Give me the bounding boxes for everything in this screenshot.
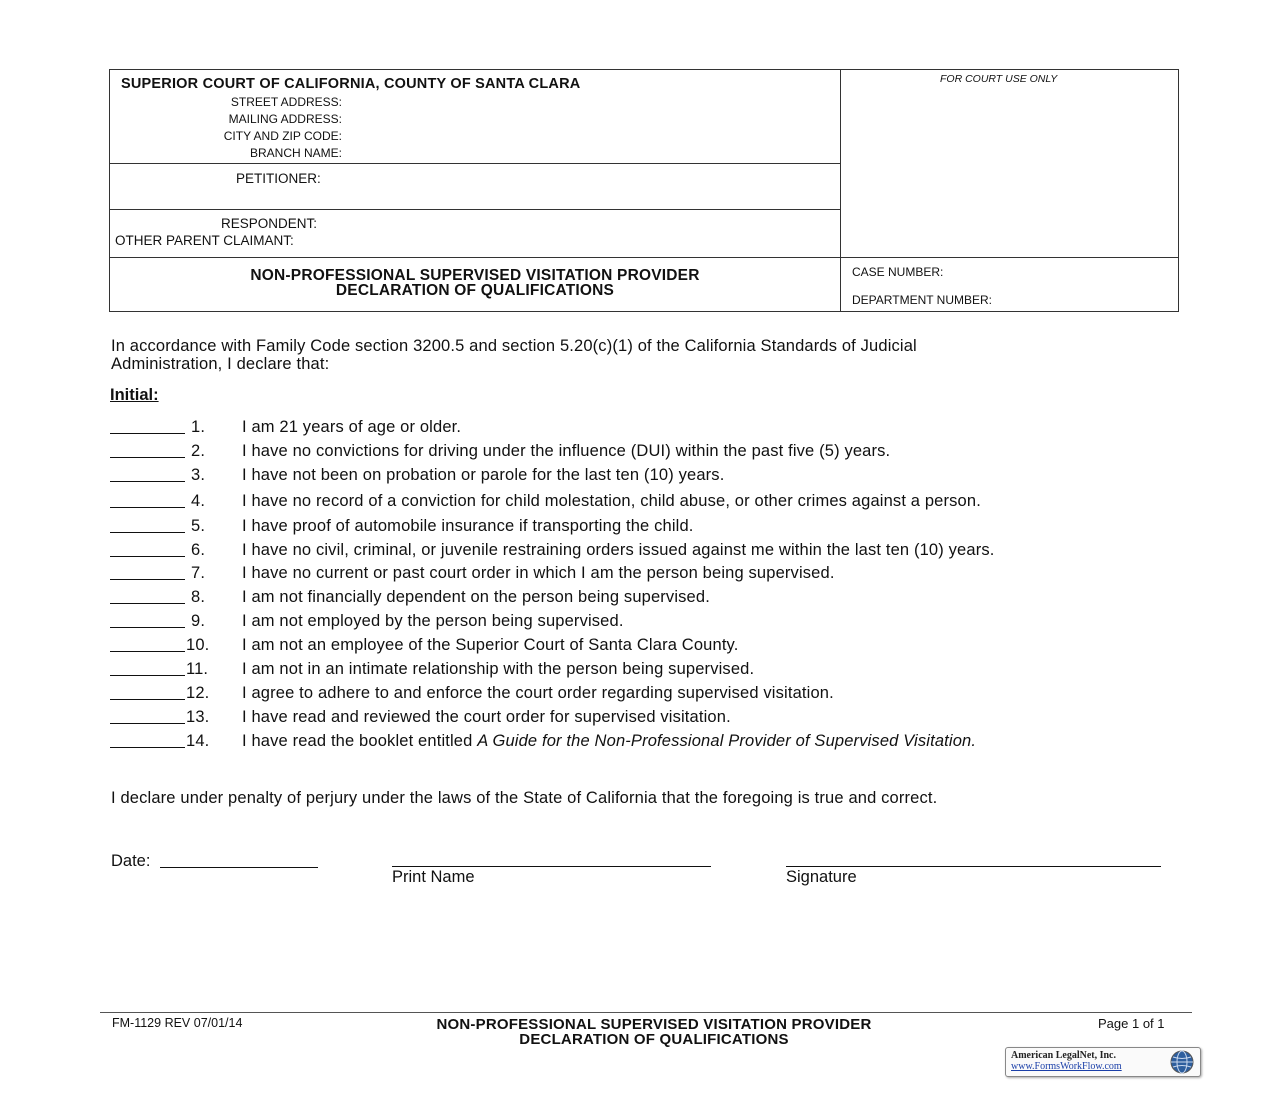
qualification-item	[110, 732, 1180, 752]
initial-blank[interactable]	[110, 467, 185, 482]
initial-blank[interactable]	[110, 709, 185, 724]
item-text-main: I have no record of a conviction for child molestation, child abuse, or other crimes against a person.	[242, 492, 981, 510]
date-line[interactable]	[160, 867, 318, 868]
item-text	[242, 492, 981, 511]
item-number: 2.	[191, 442, 206, 460]
qualification-item	[110, 442, 1180, 462]
item-text-main: I have no convictions for driving under the influence (DUI) within the past five (5) years.	[242, 442, 891, 460]
initial-heading: Initial:	[110, 386, 159, 404]
item-text	[242, 588, 710, 607]
item-number: 3.	[191, 466, 206, 484]
item-text	[242, 660, 754, 679]
department-number-label: DEPARTMENT NUMBER:	[852, 293, 993, 307]
intro-line-1: In accordance with Family Code section 3200.5 and section 5.20(c)(1) of the California Standards of Judicial	[111, 337, 917, 355]
caption-divider-vertical	[840, 69, 841, 312]
item-text-main: I have not been on probation or parole for the last ten (10) years.	[242, 466, 725, 484]
item-text	[242, 732, 976, 751]
item-text	[242, 636, 738, 655]
qualification-item	[110, 636, 1180, 656]
print-name-label: Print Name	[392, 868, 475, 886]
mailing-address-label: MAILING ADDRESS:	[228, 112, 342, 126]
item-number: 5.	[191, 517, 206, 535]
item-text-main: I am not in an intimate relationship with the person being supervised.	[242, 660, 755, 678]
qualification-item	[110, 541, 1180, 561]
court-name: SUPERIOR COURT OF CALIFORNIA, COUNTY OF SANTA CLARA	[121, 76, 581, 92]
item-text-main: I have read the booklet entitled	[242, 732, 478, 750]
item-text	[242, 517, 694, 536]
item-number: 1.	[191, 418, 206, 436]
logo-url[interactable]: www.FormsWorkFlow.com	[1011, 1061, 1122, 1072]
page-number: Page 1 of 1	[1098, 1016, 1165, 1031]
booklet-title: A Guide for the Non-Professional Provider of Supervised Visitation.	[477, 732, 977, 750]
item-text-main: I have no civil, criminal, or juvenile restraining orders issued against me within the last ten (10) years.	[242, 541, 995, 559]
item-text-main: I am not financially dependent on the person being supervised.	[242, 588, 710, 606]
qualification-item	[110, 612, 1180, 632]
signature-label: Signature	[786, 868, 857, 886]
branch-name-label: BRANCH NAME:	[249, 146, 342, 160]
initial-blank[interactable]	[110, 518, 185, 533]
initial-blank[interactable]	[110, 613, 185, 628]
initial-blank[interactable]	[110, 542, 185, 557]
form-number: FM-1129 REV 07/01/14	[112, 1016, 243, 1030]
item-number: 4.	[191, 492, 206, 510]
item-text	[242, 541, 994, 560]
item-text	[242, 466, 724, 485]
americanlegalnet-logo[interactable]	[1005, 1047, 1201, 1077]
item-text	[242, 564, 835, 583]
item-number: 12.	[186, 684, 210, 702]
qualification-item	[110, 418, 1180, 438]
item-number: 10.	[186, 636, 210, 654]
qualification-item	[110, 660, 1180, 680]
caption-divider-1	[109, 163, 840, 164]
initial-blank[interactable]	[110, 419, 185, 434]
date-label: Date:	[111, 852, 151, 870]
intro-line-2: Administration, I declare that:	[111, 355, 330, 373]
item-text	[242, 684, 834, 703]
item-text-main: I am 21 years of age or older.	[242, 418, 462, 436]
item-text-main: I have proof of automobile insurance if transporting the child.	[242, 517, 694, 535]
qualification-item	[110, 517, 1180, 537]
qualification-item	[110, 588, 1180, 608]
item-text	[242, 708, 731, 727]
initial-blank[interactable]	[110, 493, 185, 508]
item-number: 7.	[191, 564, 206, 582]
other-parent-label: OTHER PARENT CLAIMANT:	[115, 233, 294, 248]
qualification-item	[110, 708, 1180, 728]
item-text	[242, 442, 890, 461]
item-number: 8.	[191, 588, 206, 606]
qualification-item	[110, 564, 1180, 584]
footer-title-line2: DECLARATION OF QUALIFICATIONS	[519, 1031, 789, 1048]
item-number: 13.	[186, 708, 210, 726]
petitioner-label: PETITIONER:	[236, 171, 321, 186]
document-title-line1: NON-PROFESSIONAL SUPERVISED VISITATION PROVIDER	[250, 267, 700, 284]
initial-blank[interactable]	[110, 661, 185, 676]
signature-line[interactable]	[786, 866, 1161, 867]
qualification-item	[110, 466, 1180, 486]
document-title-line2: DECLARATION OF QUALIFICATIONS	[335, 282, 615, 299]
item-number: 11.	[186, 660, 209, 678]
globe-icon	[1169, 1049, 1195, 1075]
footer-title	[300, 1017, 1008, 1047]
item-number: 9.	[191, 612, 206, 630]
qualification-item	[110, 684, 1180, 704]
initial-blank[interactable]	[110, 733, 185, 748]
city-zip-label: CITY AND ZIP CODE:	[223, 129, 342, 143]
case-number-label: CASE NUMBER:	[852, 265, 944, 279]
initial-blank[interactable]	[110, 443, 185, 458]
initial-blank[interactable]	[110, 685, 185, 700]
initial-blank[interactable]	[110, 637, 185, 652]
item-number: 14.	[186, 732, 210, 750]
item-text-main: I am not an employee of the Superior Court of Santa Clara County.	[242, 636, 739, 654]
street-address-label: STREET ADDRESS:	[230, 95, 342, 109]
perjury-statement: I declare under penalty of perjury under the laws of the State of California that the foregoing is true and correct.	[111, 789, 938, 807]
initial-blank[interactable]	[110, 565, 185, 580]
qualification-item	[110, 492, 1180, 512]
document-title	[110, 268, 840, 298]
item-text-main: I agree to adhere to and enforce the court order regarding supervised visitation.	[242, 684, 834, 702]
item-text-main: I have read and reviewed the court order for supervised visitation.	[242, 708, 731, 726]
initial-blank[interactable]	[110, 589, 185, 604]
item-text-main: I have no current or past court order in which I am the person being supervised.	[242, 564, 835, 582]
print-name-line[interactable]	[392, 866, 711, 867]
item-text	[242, 418, 461, 437]
item-text-main: I am not employed by the person being supervised.	[242, 612, 624, 630]
item-number: 6.	[191, 541, 206, 559]
court-use-only-label: FOR COURT USE ONLY	[940, 73, 1058, 85]
item-text	[242, 612, 624, 631]
caption-divider-2	[109, 209, 840, 210]
intro-paragraph	[111, 337, 917, 373]
footer-title-line1: NON-PROFESSIONAL SUPERVISED VISITATION PROVIDER	[436, 1016, 872, 1033]
footer-rule	[100, 1012, 1192, 1013]
caption-divider-3	[109, 257, 1179, 258]
logo-company-name: American LegalNet, Inc.	[1011, 1050, 1116, 1061]
respondent-label: RESPONDENT:	[221, 216, 318, 231]
